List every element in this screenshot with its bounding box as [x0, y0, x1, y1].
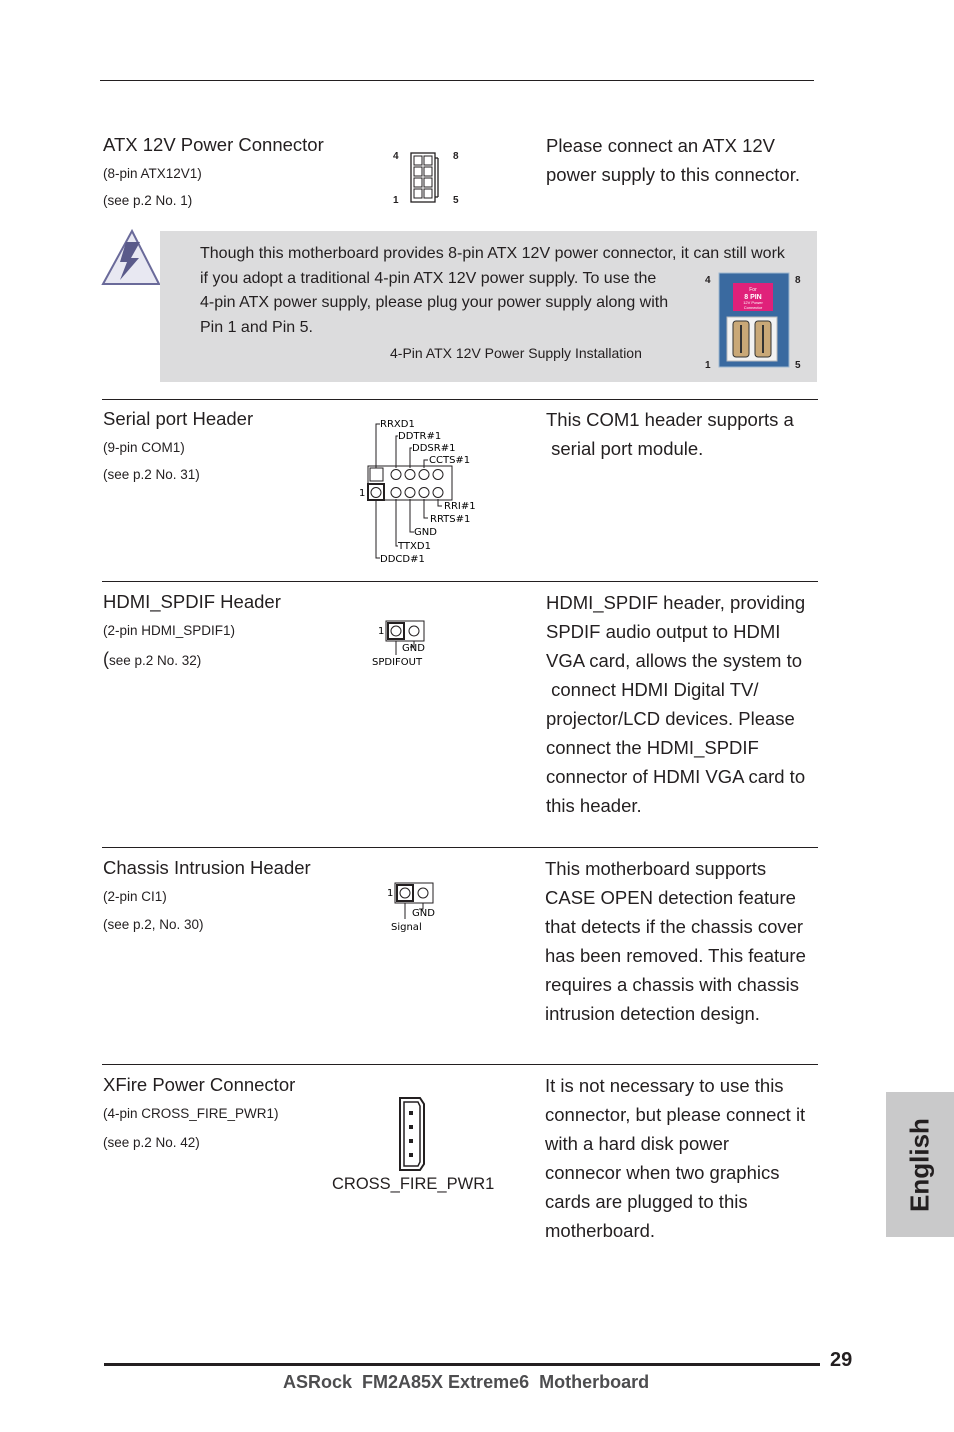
pin-label-ddtr1: DDTR#1 [398, 431, 442, 442]
section-title: ATX 12V Power Connector [103, 134, 324, 155]
pin-label-ttxd1: TTXD1 [398, 541, 431, 552]
pin-label-gnd: GND [414, 527, 437, 538]
note-box [160, 231, 817, 382]
spdif-header-diagram [366, 617, 436, 671]
xfire-connector-diagram [392, 1094, 432, 1174]
photo-label-connector: Connector [743, 305, 763, 310]
photo-label-for: For [749, 287, 757, 293]
pin-label-1: 1 [393, 195, 399, 206]
section-divider [102, 1064, 818, 1065]
pin-label-spdifout: SPDIFOUT [372, 657, 423, 668]
pin-one-marker: 1 [359, 488, 366, 499]
note-caption: 4-Pin ATX 12V Power Supply Installation [390, 345, 642, 361]
section-description: This motherboard supports CASE OPEN detection feature that detects if the chassis cover has been removed. This feature requires a chassis with chassis intrusion detection design. [545, 858, 806, 1024]
photo-pin-1: 1 [705, 360, 711, 371]
section-divider [102, 399, 818, 400]
page-reference: (see p.2 No. 31) [103, 467, 200, 482]
pin-label-ddsr1: DDSR#1 [412, 443, 456, 454]
page-reference [103, 651, 201, 669]
section-title: Chassis Intrusion Header [103, 857, 311, 878]
section-title: HDMI_SPDIF Header [103, 591, 281, 612]
top-rule [100, 80, 814, 81]
section-description: Please connect an ATX 12V power supply to this connector. [546, 135, 801, 185]
pin-label-8: 8 [453, 151, 459, 162]
photo-pin-8: 8 [795, 275, 801, 286]
page-reference-text: see p.2 No. 32) [109, 653, 202, 668]
pin-spec: (2-pin HDMI_SPDIF1) [103, 623, 236, 638]
pin-spec: (2-pin CI1) [103, 889, 167, 904]
chassis-intrusion-diagram [383, 877, 443, 935]
pin-spec: (8-pin ATX12V1) [103, 166, 202, 181]
pin-label-rrxd1: RRXD1 [380, 419, 415, 430]
section-description: It is not necessary to use this connector, but please connect it with a hard disk power connecor when two graphics cards are plugged to this motherboard. [545, 1075, 806, 1241]
page-reference: (see p.2 No. 42) [103, 1135, 200, 1150]
photo-pin-4: 4 [705, 275, 711, 286]
section-divider [102, 581, 818, 582]
page-reference: (see p.2 No. 1) [103, 193, 193, 208]
page-number: 29 [830, 1349, 853, 1371]
connector-caption: CROSS_FIRE_PWR1 [332, 1175, 495, 1193]
pin-spec: (9-pin COM1) [103, 440, 185, 455]
note-text: Though this motherboard provides 8-pin ATX 12V power connector, it can still work if you adopt a traditional 4-pin ATX 12V power supply. To use the 4-pin ATX power supply, please plug your power supply along with Pin 1 and Pin 5. [200, 245, 785, 336]
photo-label-8pin: 8 PIN [744, 294, 762, 301]
pin-label-rri1: RRI#1 [444, 501, 476, 512]
photo-pin-5: 5 [795, 360, 801, 371]
section-description: HDMI_SPDIF header, providing SPDIF audio output to HDMI VGA card, allows the system to connect HDMI Digital TV/ projector/LCD devices. Please connect the HDMI_SPDIF connector of HDMI VGA card to this header. [546, 592, 806, 816]
pin-label-gnd: GND [412, 908, 435, 919]
pin-one-marker: 1 [378, 626, 385, 637]
section-description: This COM1 header supports a serial port module. [546, 409, 794, 459]
language-tab-label: English [904, 1117, 935, 1212]
serial-port-diagram [356, 414, 486, 570]
pin-spec: (4-pin CROSS_FIRE_PWR1) [103, 1106, 279, 1121]
page-reference: (see p.2, No. 30) [103, 917, 204, 932]
warning-lightning-icon [100, 228, 162, 288]
footer-product-name: ASRock FM2A85X Extreme6 Motherboard [283, 1372, 650, 1392]
footer-rule [104, 1363, 820, 1366]
pin-label-ddcd1: DDCD#1 [380, 554, 425, 565]
section-title: Serial port Header [103, 408, 254, 429]
pin-label-5: 5 [453, 195, 459, 206]
section-title: XFire Power Connector [103, 1074, 296, 1095]
pin-one-marker: 1 [387, 888, 394, 899]
atx12v-connector-diagram [388, 144, 468, 210]
pin-label-rrts1: RRTS#1 [430, 514, 471, 525]
photo-label-12v: 12V Power [743, 300, 763, 305]
power-supply-photo [703, 269, 807, 373]
pin-label-4: 4 [393, 151, 399, 162]
pin-label-gnd: GND [402, 643, 425, 654]
language-tab [886, 1092, 954, 1237]
pin-label-signal: Signal [391, 922, 422, 933]
page-reference-paren: ( [103, 649, 109, 669]
section-divider [102, 847, 818, 848]
pin-label-ccts1: CCTS#1 [429, 455, 471, 466]
